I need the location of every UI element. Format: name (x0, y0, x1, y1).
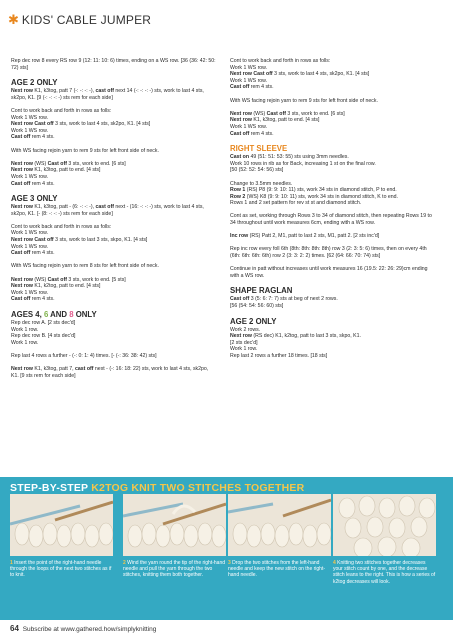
age2-left-front-block: Next row (WS) Cast off 3 sts, work to end. [6 sts] Next row K1, k3tog, patt to end. [4 sts] Work 1 WS row. Cast off rem 4 sts. (11, 160, 126, 187)
raglan-cast-off: Cast off 3 (5: 6: 7: 7) sts at beg of next 2 rows. [56 (54: 54: 56: 60) sts] (230, 296, 338, 309)
step-2-text: 2 Wind the yarn round the tip of the right-hand needle and pull the yarn through the two stitches, knitting them both together. (123, 560, 226, 579)
page-number: 64 (10, 624, 19, 633)
ages468-heading: AGES 4, 6 AND 8 ONLY (11, 310, 97, 319)
age2-rows-block: Cont to work back and forth in rows as folls: Work 1 WS row. Next row Cast off 3 sts, work to last 4 sts, sk2po, K1. [4 sts] Work 1 WS row. Cast off rem 4 sts. (11, 107, 151, 141)
step-1-photo (10, 494, 113, 556)
sleeve-rep-inc: Rep inc row every foll 6th (8th: 8th: 8th: 8th) row 3 (2: 3: 5: 6) times, then on every 4th (6th: 6th: 6th: 6th) row 2 (3: 3: 2: 2) times. [62 (64: 66: 70: 74) sts] (230, 246, 427, 260)
step-4-photo (333, 494, 436, 556)
step-1-text: 1 Insert the point of the right-hand needle through the loops of the next two stitches as if to knit. (10, 560, 112, 579)
sleeve-inc-row: Inc row (RS) Patt 2, M1, patt to last 2 sts, M1, patt 2. [2 sts inc'd] (230, 233, 380, 240)
subscribe-link[interactable]: Subscribe at www.gathered.how/simplyknitting (22, 626, 157, 633)
asterisk-icon: ✱ (8, 12, 19, 27)
age3-left-front-block: Next row (WS) Cast off 3 sts, work to end. [5 sts] Next row K1, k2tog, patt to end. [4 sts] Work 1 WS row. Cast off rem 4 sts. (11, 276, 126, 303)
age2-rejoin: With WS facing rejoin yarn to rem 9 sts for left front side of neck. (11, 147, 159, 154)
right-rejoin: With WS facing rejoin yarn to rem 9 sts for left front side of neck. (230, 97, 378, 104)
shape-raglan-heading: SHAPE RAGLAN (230, 286, 293, 296)
right-sleeve-heading: RIGHT SLEEVE (230, 144, 288, 154)
right-rows-block: Cont to work back and forth in rows as folls: Work 1 WS row. Next row Cast off 3 sts, work to last 4 sts, sk2po, K1. [4 sts] Work 1 WS row. Cast off rem 4 sts. (230, 58, 370, 91)
step-3-photo (228, 494, 331, 556)
age2b-heading: AGE 2 ONLY (230, 316, 277, 326)
left-column (11, 58, 216, 386)
age2-next-row: Next row K1, k3tog, patt 7 (-: -: -: -), cast off next 14 (-: -: -: -) sts, work to last 4 sts, sk2po, K1. [9 (-: -: -: -) sts rem for each side] (11, 88, 204, 101)
ages468-next-row: Next row K1, k3tog, patt 7, cast off next - (-: 16: 18: 22) sts, work to last 4 sts, sk2po, K1. [9 sts rem for each side] (11, 366, 209, 379)
sleeve-cont: Cont as set, working through Rows 3 to 34 of diamond stitch, then repeating Rows 19 to 34 throughout until work measures 6cm, ending with a WS row. (230, 213, 432, 227)
age3-next-row: Next row K1, k3tog, patt - (6: -: -: -), cast off next - (16: -: -: -) sts, work to last 4 sts, sk2po, K1. [- (8: -: -: -) sts rem for each side] (11, 204, 204, 217)
sleeve-rows-1-2: Change to 3.5mm needles. Row 1 (RS) P8 (9: 9: 10: 11) sts, work 34 sts in diamond stitch, P to end. Row 2 (WS) K8 (9: 9: 10: 11) sts, work 34 sts in diamond stitch, K to end. Rows 1 and 2 set pattern for rev st st and diamond stitch. (230, 180, 398, 207)
step-2-photo (123, 494, 226, 556)
sleeve-continue: Continue in patt without increases until work measures 16 (19.5: 22: 26: 29)cm ending with a WS row. (230, 266, 428, 279)
step-3-text: 3 Drop the two stitches from the left-hand needle and keep the new stitch on the right-hand needle. (228, 560, 326, 579)
page-footer (10, 624, 156, 633)
banner-title: STEP-BY-STEP K2TOG KNIT TWO STITCHES TOGETHER (10, 482, 305, 494)
right-column (230, 58, 435, 360)
age3-heading: AGE 3 ONLY (11, 194, 58, 204)
intro-paragraph: Rep dec row 8 every RS row 9 (12: 11: 10: 6) times, ending on a WS row. [36 (36: 42: 50: 72) sts] (11, 58, 216, 71)
page-title: KIDS' CABLE JUMPER (21, 13, 152, 27)
step-by-step-banner (0, 477, 453, 620)
ages468-repeat: Rep last 4 rows a further - (-: 0: 1: 4) times. [- (-: 36: 38: 42) sts] (11, 352, 157, 359)
page-header (8, 12, 151, 28)
age3-rows-block: Cont to work back and forth in rows as folls: Work 1 WS row. Next row Cast off 3 sts, work to last 3 sts, skpo, K1. [4 sts] Work 1 WS row. Cast off rem 4 sts. (11, 223, 148, 257)
age2b-block: Work 2 rows. Next row (RS dec) K1, k2tog, patt to last 3 sts, skpo, K1. [2 sts dec'd] Work 1 row. Rep last 2 rows a further 18 times. [18 sts] (230, 326, 361, 359)
right-left-front-block: Next row (WS) Cast off 3 sts, work to end. [6 sts] Next row K1, k3tog, patt to end. [4 sts] Work 1 WS row. Cast off rem 4 sts. (230, 110, 345, 137)
age2-heading: AGE 2 ONLY (11, 78, 58, 88)
sleeve-cast-on: Cast on 49 (51: 51: 53: 55) sts using 3mm needles. Work 10 rows in rib as for Back, increasing 1 st on the final row. [50 (52: 52: 54: 56) sts] (230, 154, 376, 174)
step-4-text: 4 Knitting two stitches together decreases your stitch count by one, and the decrease stitch leans to the right. This is how a series of k2tog decreases will look. (333, 560, 436, 585)
ages468-rows-block: Rep dec row A. [2 sts dec'd] Work 1 row. Rep dec row B. [4 sts dec'd] Work 1 row. (11, 320, 76, 346)
age3-rejoin: With WS facing rejoin yarn to rem 8 sts for left front side of neck. (11, 263, 159, 270)
